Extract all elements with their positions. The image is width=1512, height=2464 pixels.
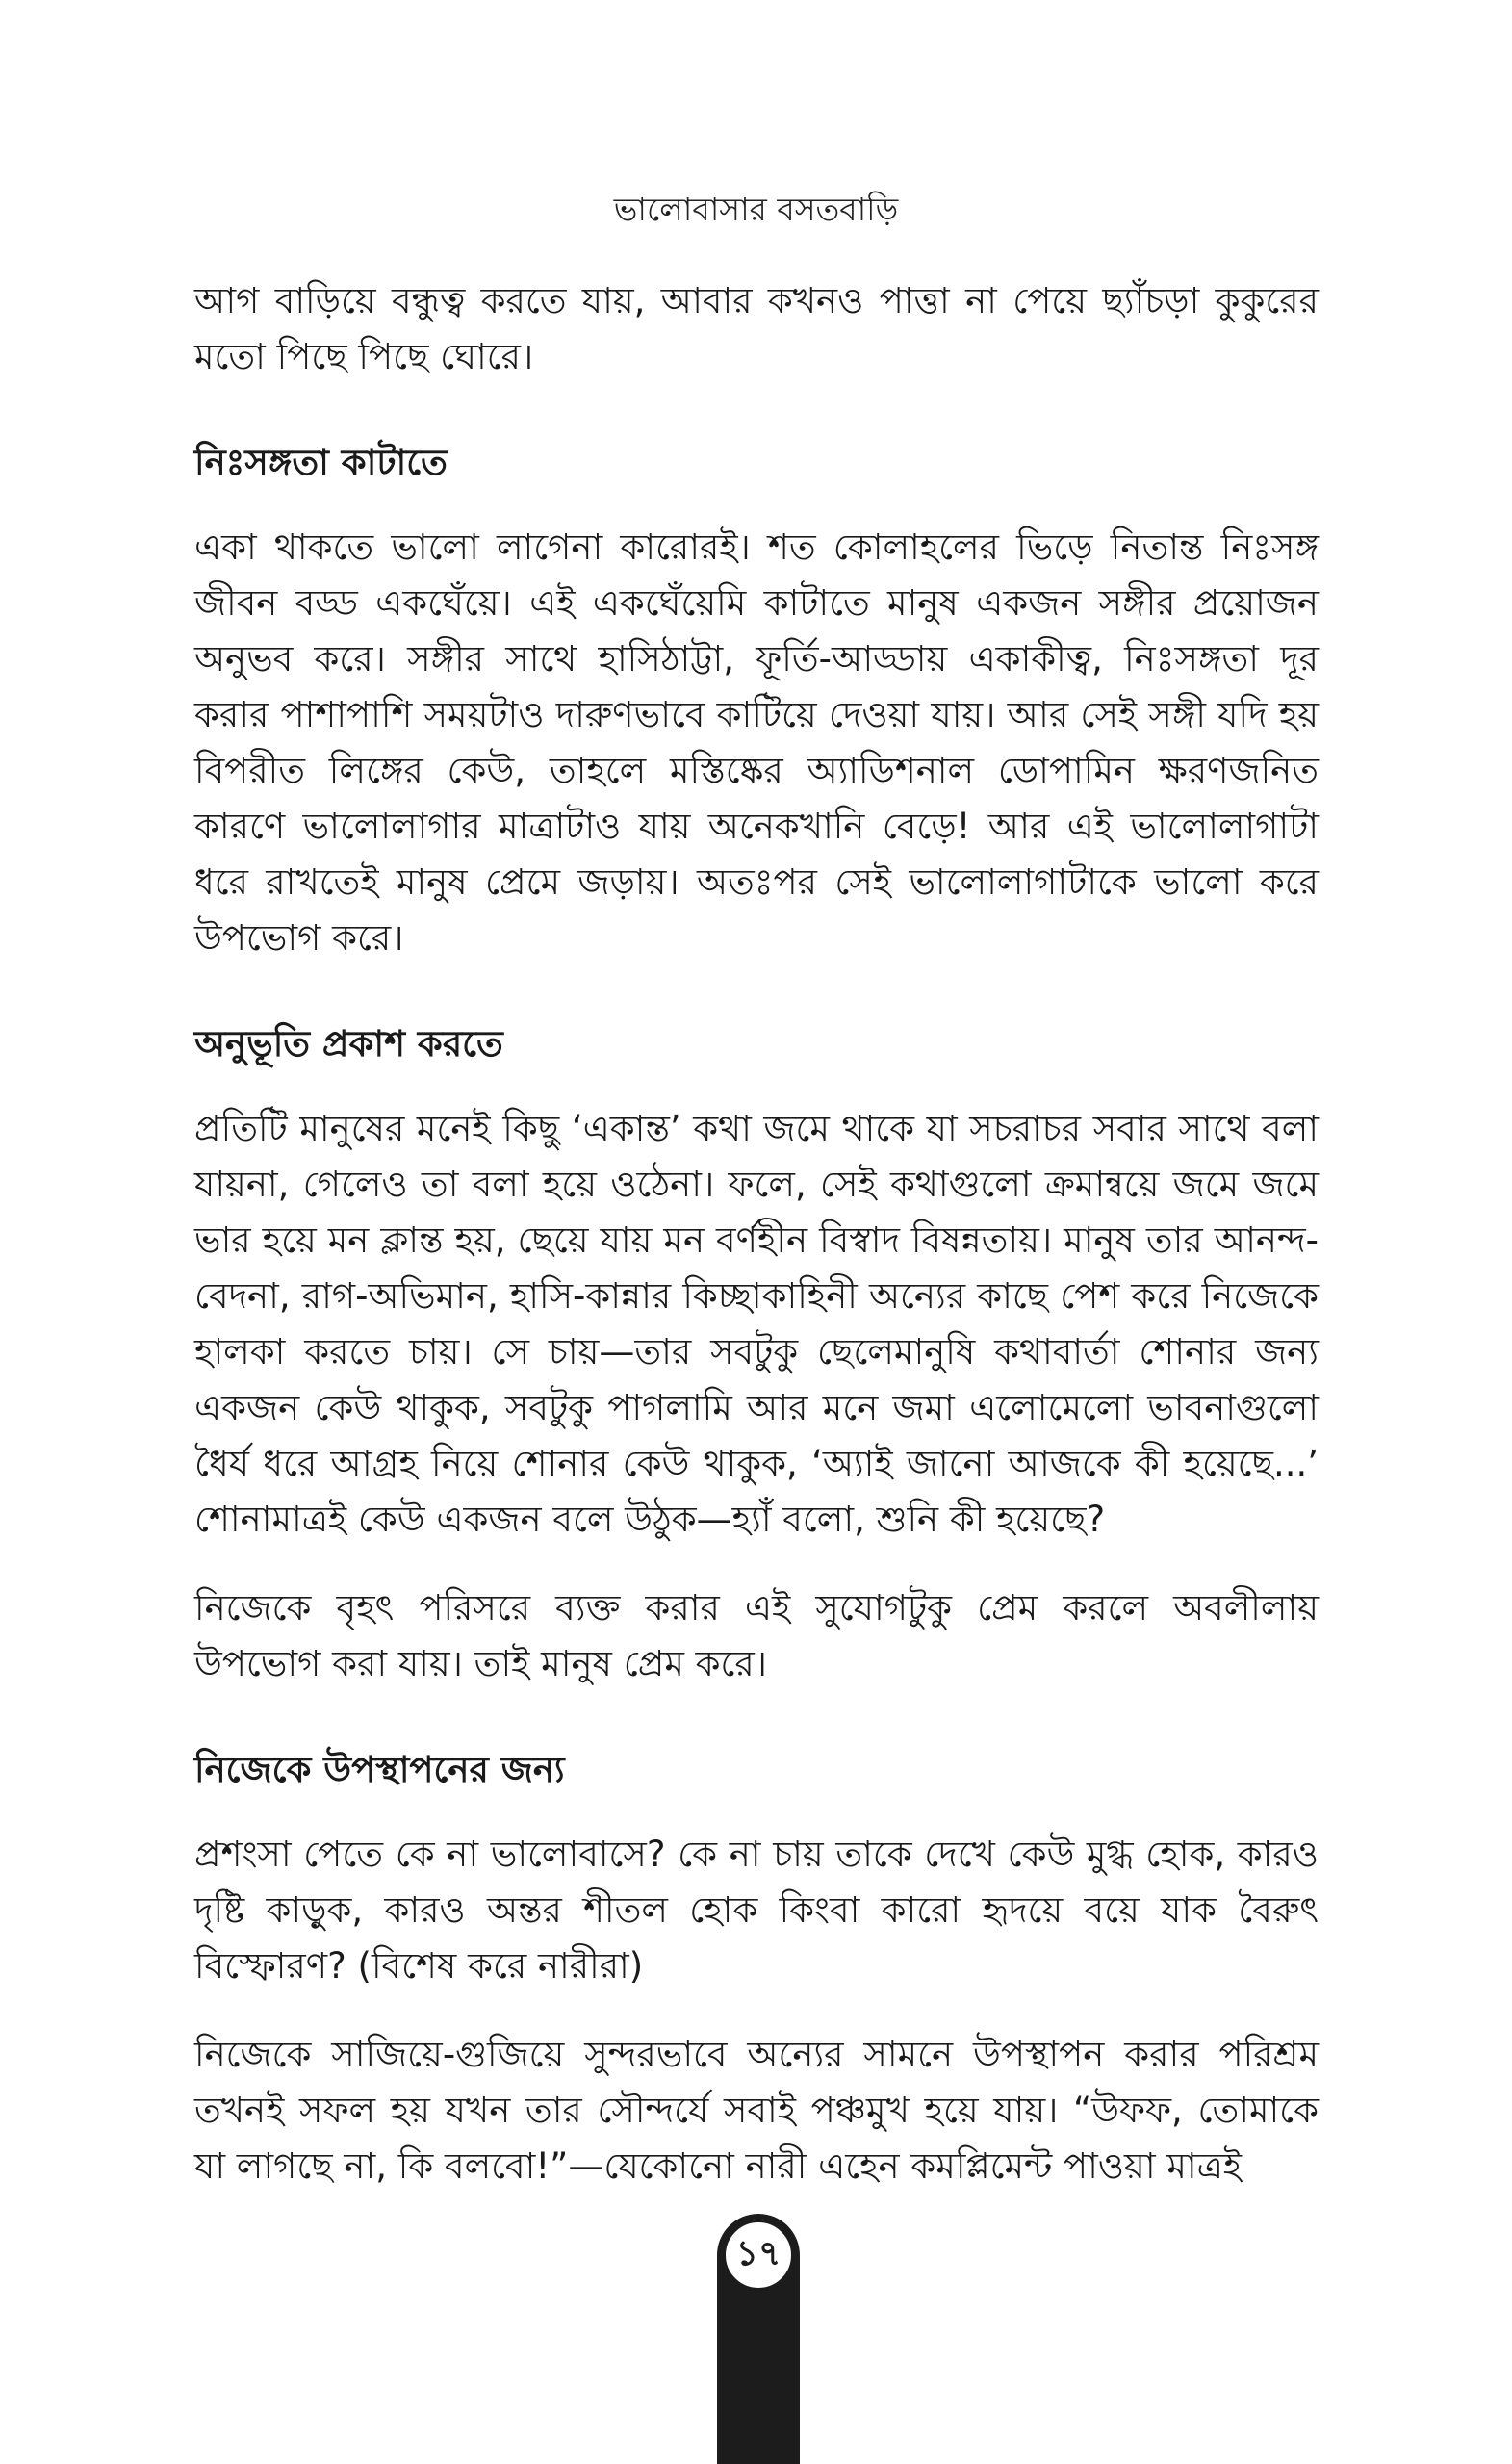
- section-heading: নিজেকে উপস্থাপনের জন্য: [194, 1749, 565, 1790]
- paragraph: একা থাকতে ভালো লাগেনা কারোরই। শত কোলাহলের ভিড়ে নিতান্ত নিঃসঙ্গ জীবন বড্ড একঘেঁয়ে। এই একঘেঁয়েমি কাটাতে মানুষ একজন সঙ্গীর প্রয়োজন অনুভব করে। সঙ্গীর সাথে হাসিঠাট্টা, ফূর্তি-আড্ডায় একাকীত্ব, নিঃসঙ্গতা দূর করার পাশাপাশি সময়টাও দারুণভাবে কাটিয়ে দেওয়া যায়। আর সেই সঙ্গী যদি হয় বিপরীত লিঙ্গের কেউ, তাহলে মস্তিষ্কের অ্যাডিশনাল ডোপামিন ক্ষরণজনিত কারণে ভালোলাগার মাত্রাটাও যায় অনেকখানি বেড়ে! আর এই ভালোলাগাটা ধরে রাখতেই মানুষ প্রেমে জড়ায়। অতঃপর সেই ভালোলাগাটাকে ভালো করে উপভোগ করে।: [194, 526, 1319, 959]
- page-number: ১৭: [722, 2219, 795, 2292]
- section-heading: অনুভূতি প্রকাশ করতে: [194, 1023, 503, 1065]
- paragraph: নিজেকে বৃহৎ পরিসরে ব্যক্ত করার এই সুযোগটুকু প্রেম করলে অবলীলায় উপভোগ করা যায়। তাই মানুষ প্রেম করে।: [194, 1587, 1319, 1684]
- paragraph: প্রশংসা পেতে কে না ভালোবাসে? কে না চায় তাকে দেখে কেউ মুগ্ধ হোক, কারও দৃষ্টি কাড়ুক, কারও অন্তর শীতল হোক কিংবা কারো হৃদয়ে বয়ে যাক বৈরুৎ বিস্ফোরণ? (বিশেষ করে নারীরা): [194, 1834, 1319, 1987]
- paragraph: আগ বাড়িয়ে বন্ধুত্ব করতে যায়, আবার কখনও পাত্তা না পেয়ে ছ্যাঁচড়া কুকুরের মতো পিছে পিছে ঘোরে।: [194, 280, 1319, 377]
- paragraph: নিজেকে সাজিয়ে-গুজিয়ে সুন্দরভাবে অন্যের সামনে উপস্থাপন করার পরিশ্রম তখনই সফল হয় যখন তার সৌন্দর্যে সবাই পঞ্চমুখ হয়ে যায়। “উফফ, তোমাকে যা লাগছে না, কি বলবো!”—যেকোনো নারী এহেন কমপ্লিমেন্ট পাওয়া মাত্রই: [194, 2034, 1319, 2187]
- page-body: [194, 273, 1319, 2194]
- section-heading: নিঃসঙ্গতা কাটাতে: [194, 442, 448, 483]
- running-head: ভালোবাসার বসতবাড়ি: [613, 191, 899, 228]
- paragraph: প্রতিটি মানুষের মনেই কিছু ‘একান্ত’ কথা জমে থাকে যা সচরাচর সবার সাথে বলা যায়না, গেলেও তা বলা হয়ে ওঠেনা। ফলে, সেই কথাগুলো ক্রমান্বয়ে জমে জমে ভার হয়ে মন ক্লান্ত হয়, ছেয়ে যায় মন বর্ণহীন বিস্বাদ বিষন্নতায়। মানুষ তার আনন্দ-বেদনা, রাগ-অভিমান, হাসি-কান্নার কিচ্ছাকাহিনী অন্যের কাছে পেশ করে নিজেকে হালকা করতে চায়। সে চায়—তার সবটুকু ছেলেমানুষি কথাবার্তা শোনার জন্য একজন কেউ থাকুক, সবটুকু পাগলামি আর মনে জমা এলোমেলো ভাবনাগুলো ধৈর্য ধরে আগ্রহ নিয়ে শোনার কেউ থাকুক, ‘অ্যাই জানো আজকে কী হয়েছে...’ শোনামাত্রই কেউ একজন বলে উঠুক—হ্যাঁ বলো, শুনি কী হয়েছে?: [194, 1108, 1319, 1540]
